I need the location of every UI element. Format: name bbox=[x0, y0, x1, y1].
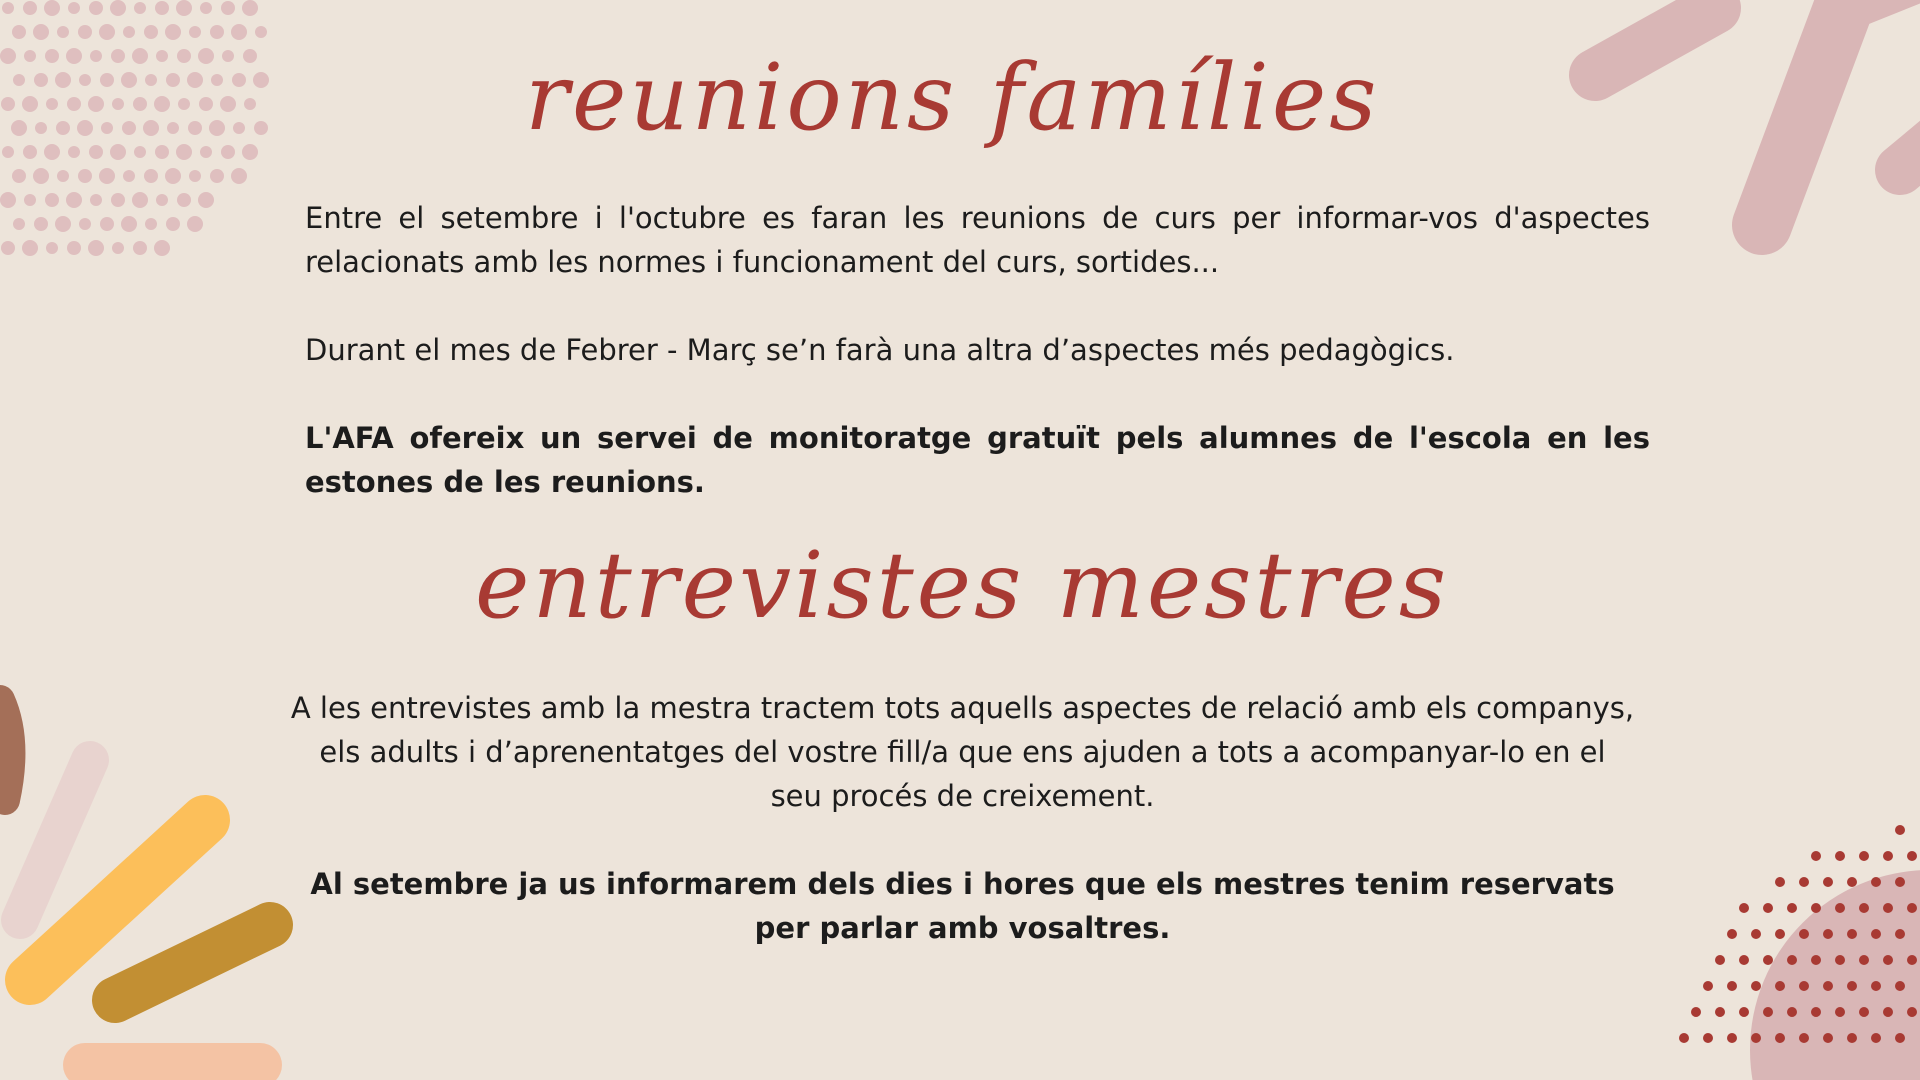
red-dot bbox=[1895, 929, 1905, 939]
pink-dot bbox=[132, 48, 148, 64]
pink-dot bbox=[123, 26, 135, 38]
reunions-paragraph-afa-service: L'AFA ofereix un servei de monitoratge gratuït pels alumnes de l'escola en les estones de les reunions. bbox=[305, 421, 1650, 499]
red-dot bbox=[1859, 1007, 1869, 1017]
pink-dot bbox=[189, 170, 201, 182]
pink-brush-strokes-top-right bbox=[1595, 0, 1920, 225]
pink-dot bbox=[242, 144, 258, 160]
pink-dot bbox=[210, 25, 224, 39]
red-dot bbox=[1787, 1007, 1797, 1017]
pink-dot bbox=[231, 168, 247, 184]
red-dot bbox=[1811, 955, 1821, 965]
red-dot bbox=[1787, 903, 1797, 913]
pink-dot bbox=[121, 72, 137, 88]
red-dot bbox=[1907, 955, 1917, 965]
pink-dot bbox=[244, 98, 256, 110]
reunions-paragraph-schedule: Entre el setembre i l'octubre es faran les reunions de curs per informar-vos d'aspectes relacionats amb les normes i funcionament del curs, sortides... bbox=[305, 201, 1650, 279]
pink-dot bbox=[188, 121, 202, 135]
pink-dot bbox=[88, 96, 104, 112]
pink-dot bbox=[121, 216, 137, 232]
pink-dot bbox=[165, 24, 181, 40]
red-dot bbox=[1847, 929, 1857, 939]
red-dot bbox=[1799, 1033, 1809, 1043]
pink-dot bbox=[177, 193, 191, 207]
brush-strokes-bottom-left bbox=[0, 700, 270, 1065]
pink-dot bbox=[156, 194, 168, 206]
pink-dot bbox=[255, 26, 267, 38]
red-dot bbox=[1811, 903, 1821, 913]
pink-dot bbox=[101, 122, 113, 134]
pink-dot bbox=[134, 146, 146, 158]
pink-dot bbox=[177, 49, 191, 63]
pink-dot bbox=[44, 144, 60, 160]
pink-dot bbox=[24, 194, 36, 206]
red-dot bbox=[1727, 1033, 1737, 1043]
pink-dot bbox=[12, 169, 26, 183]
red-dot bbox=[1691, 1007, 1701, 1017]
red-dot bbox=[1883, 1007, 1893, 1017]
pink-dot bbox=[200, 146, 212, 158]
pink-dot bbox=[222, 50, 234, 62]
pink-dot bbox=[67, 97, 81, 111]
pink-dot bbox=[67, 241, 81, 255]
pink-dot bbox=[33, 24, 49, 40]
red-dot bbox=[1907, 903, 1917, 913]
pink-dot bbox=[187, 216, 203, 232]
pink-dot bbox=[166, 73, 180, 87]
pink-dot bbox=[145, 218, 157, 230]
red-dot bbox=[1823, 1033, 1833, 1043]
pink-dot bbox=[134, 2, 146, 14]
pink-dot bbox=[220, 96, 236, 112]
pink-dot bbox=[132, 192, 148, 208]
red-dot bbox=[1727, 929, 1737, 939]
pink-dot bbox=[88, 240, 104, 256]
pink-dot bbox=[198, 48, 214, 64]
pink-dot bbox=[77, 120, 93, 136]
pink-dot bbox=[45, 193, 59, 207]
red-dot bbox=[1847, 877, 1857, 887]
pink-dot bbox=[155, 145, 169, 159]
pink-dot bbox=[145, 74, 157, 86]
red-dot bbox=[1775, 877, 1785, 887]
pink-dot bbox=[122, 121, 136, 135]
pink-dot bbox=[68, 146, 80, 158]
pink-dot bbox=[2, 146, 14, 158]
red-dot bbox=[1751, 981, 1761, 991]
red-dot bbox=[1823, 929, 1833, 939]
red-dot bbox=[1859, 955, 1869, 965]
red-dot bbox=[1871, 981, 1881, 991]
pink-dot bbox=[13, 218, 25, 230]
red-dot bbox=[1835, 1007, 1845, 1017]
pink-dot bbox=[79, 74, 91, 86]
red-dot bbox=[1847, 1033, 1857, 1043]
pink-dot bbox=[99, 168, 115, 184]
pink-dot bbox=[154, 96, 170, 112]
pink-dot bbox=[1, 241, 15, 255]
pink-dot bbox=[111, 193, 125, 207]
red-dot bbox=[1763, 1007, 1773, 1017]
pink-dot bbox=[112, 98, 124, 110]
reunions-paragraph-second-meeting: Durant el mes de Febrer - Març se’n farà una altra d’aspectes més pedagògics. bbox=[305, 333, 1455, 367]
red-dot bbox=[1703, 1033, 1713, 1043]
red-dot bbox=[1739, 1007, 1749, 1017]
red-dot bbox=[1823, 877, 1833, 887]
pink-dot bbox=[100, 217, 114, 231]
pink-dot bbox=[66, 192, 82, 208]
pink-dot bbox=[89, 145, 103, 159]
pink-dot bbox=[78, 169, 92, 183]
pink-dot bbox=[0, 48, 16, 64]
pink-dot bbox=[1, 97, 15, 111]
pink-dot bbox=[156, 50, 168, 62]
red-dot bbox=[1775, 929, 1785, 939]
pink-dot bbox=[254, 121, 268, 135]
section-title-reunions-families: reunions famílies bbox=[525, 44, 1380, 151]
pink-dot bbox=[176, 0, 192, 16]
red-dot bbox=[1883, 903, 1893, 913]
red-dot bbox=[1895, 1033, 1905, 1043]
pink-dot bbox=[178, 98, 190, 110]
entrevistes-paragraph-description: A les entrevistes amb la mestra tractem tots aquells aspectes de relació amb els companys, els adults i d’aprenentatges del vostre fill/a que ens ajuden a tots a acompanyar-lo en el seu procés de creixement. bbox=[290, 691, 1635, 813]
pink-dot bbox=[133, 241, 147, 255]
pink-dot bbox=[23, 1, 37, 15]
red-dot bbox=[1895, 981, 1905, 991]
pink-dot bbox=[200, 2, 212, 14]
pink-dot bbox=[165, 168, 181, 184]
pink-dot bbox=[166, 217, 180, 231]
pink-dot bbox=[23, 145, 37, 159]
red-dot bbox=[1883, 851, 1893, 861]
red-dot bbox=[1799, 929, 1809, 939]
pink-dot bbox=[44, 0, 60, 16]
pink-dot bbox=[231, 24, 247, 40]
pink-dot bbox=[13, 74, 25, 86]
pink-dot bbox=[45, 49, 59, 63]
red-dot bbox=[1679, 1033, 1689, 1043]
red-dot bbox=[1775, 981, 1785, 991]
pink-dot bbox=[199, 97, 213, 111]
red-dot bbox=[1871, 877, 1881, 887]
pink-dot bbox=[232, 73, 246, 87]
red-dot bbox=[1859, 903, 1869, 913]
pink-dot bbox=[110, 0, 126, 16]
pink-dot bbox=[110, 144, 126, 160]
pink-dot bbox=[233, 122, 245, 134]
pink-dot bbox=[167, 122, 179, 134]
pink-dot bbox=[155, 1, 169, 15]
pink-dot bbox=[99, 24, 115, 40]
pink-dot bbox=[111, 49, 125, 63]
red-dot bbox=[1715, 955, 1725, 965]
red-dot bbox=[1811, 851, 1821, 861]
red-dot bbox=[1895, 877, 1905, 887]
pink-dot bbox=[24, 50, 36, 62]
pink-dot bbox=[22, 96, 38, 112]
pink-dot bbox=[100, 73, 114, 87]
pink-dot bbox=[154, 240, 170, 256]
red-dot bbox=[1847, 981, 1857, 991]
pink-blob-decoration bbox=[1750, 870, 1920, 1080]
red-dot bbox=[1835, 851, 1845, 861]
pink-dot bbox=[68, 2, 80, 14]
pink-dot bbox=[198, 192, 214, 208]
pink-dot bbox=[221, 1, 235, 15]
section-title-entrevistes-mestres: entrevistes mestres bbox=[475, 532, 1450, 639]
pink-dot bbox=[78, 25, 92, 39]
pink-dot bbox=[144, 169, 158, 183]
red-dot bbox=[1871, 1033, 1881, 1043]
pink-dots-decoration bbox=[0, 0, 269, 256]
red-dot bbox=[1871, 929, 1881, 939]
red-dot bbox=[1823, 981, 1833, 991]
pink-dot bbox=[12, 25, 26, 39]
pink-dot bbox=[90, 194, 102, 206]
red-dot bbox=[1751, 929, 1761, 939]
pink-dot bbox=[221, 145, 235, 159]
red-dot bbox=[1859, 851, 1869, 861]
pink-dot bbox=[243, 49, 257, 63]
pink-dot bbox=[35, 122, 47, 134]
pink-dot bbox=[112, 242, 124, 254]
pink-dot bbox=[0, 192, 16, 208]
pink-dot bbox=[55, 216, 71, 232]
red-dot bbox=[1907, 1007, 1917, 1017]
pink-dot bbox=[211, 74, 223, 86]
pink-dot bbox=[55, 72, 71, 88]
red-dot bbox=[1739, 903, 1749, 913]
pink-dot bbox=[187, 72, 203, 88]
red-dot bbox=[1775, 1033, 1785, 1043]
red-dot bbox=[1751, 1033, 1761, 1043]
pink-dot bbox=[57, 170, 69, 182]
pink-dot bbox=[242, 0, 258, 16]
pink-dot bbox=[11, 120, 27, 136]
pink-dot bbox=[144, 25, 158, 39]
pink-dot bbox=[209, 120, 225, 136]
pink-dot bbox=[189, 26, 201, 38]
pink-dot bbox=[89, 1, 103, 15]
red-dot bbox=[1883, 955, 1893, 965]
red-dot bbox=[1895, 825, 1905, 835]
pink-dot bbox=[34, 217, 48, 231]
pink-dot bbox=[90, 50, 102, 62]
pink-dot bbox=[34, 73, 48, 87]
red-dot bbox=[1787, 955, 1797, 965]
pink-dot bbox=[57, 26, 69, 38]
pink-dot bbox=[33, 168, 49, 184]
red-dot bbox=[1907, 851, 1917, 861]
pink-dot bbox=[79, 218, 91, 230]
red-dot bbox=[1799, 877, 1809, 887]
red-dot bbox=[1811, 1007, 1821, 1017]
entrevistes-paragraph-schedule-info: Al setembre ja us informarem dels dies i hores que els mestres tenim reservats per parlar amb vosaltres. bbox=[310, 867, 1615, 945]
red-dot bbox=[1763, 903, 1773, 913]
red-dot bbox=[1763, 955, 1773, 965]
pink-dot bbox=[123, 170, 135, 182]
red-dot bbox=[1715, 1007, 1725, 1017]
red-dot bbox=[1727, 981, 1737, 991]
pink-dot bbox=[2, 2, 14, 14]
red-dot bbox=[1835, 903, 1845, 913]
pink-dot bbox=[253, 72, 269, 88]
pink-dot bbox=[22, 240, 38, 256]
red-dot bbox=[1799, 981, 1809, 991]
pink-dot bbox=[210, 169, 224, 183]
pink-dot bbox=[133, 97, 147, 111]
pink-dot bbox=[176, 144, 192, 160]
red-dot bbox=[1703, 981, 1713, 991]
pink-dot bbox=[56, 121, 70, 135]
red-dot bbox=[1739, 955, 1749, 965]
pink-dot bbox=[46, 98, 58, 110]
pink-dot bbox=[143, 120, 159, 136]
pink-dot bbox=[66, 48, 82, 64]
red-dot bbox=[1835, 955, 1845, 965]
pink-dot bbox=[46, 242, 58, 254]
